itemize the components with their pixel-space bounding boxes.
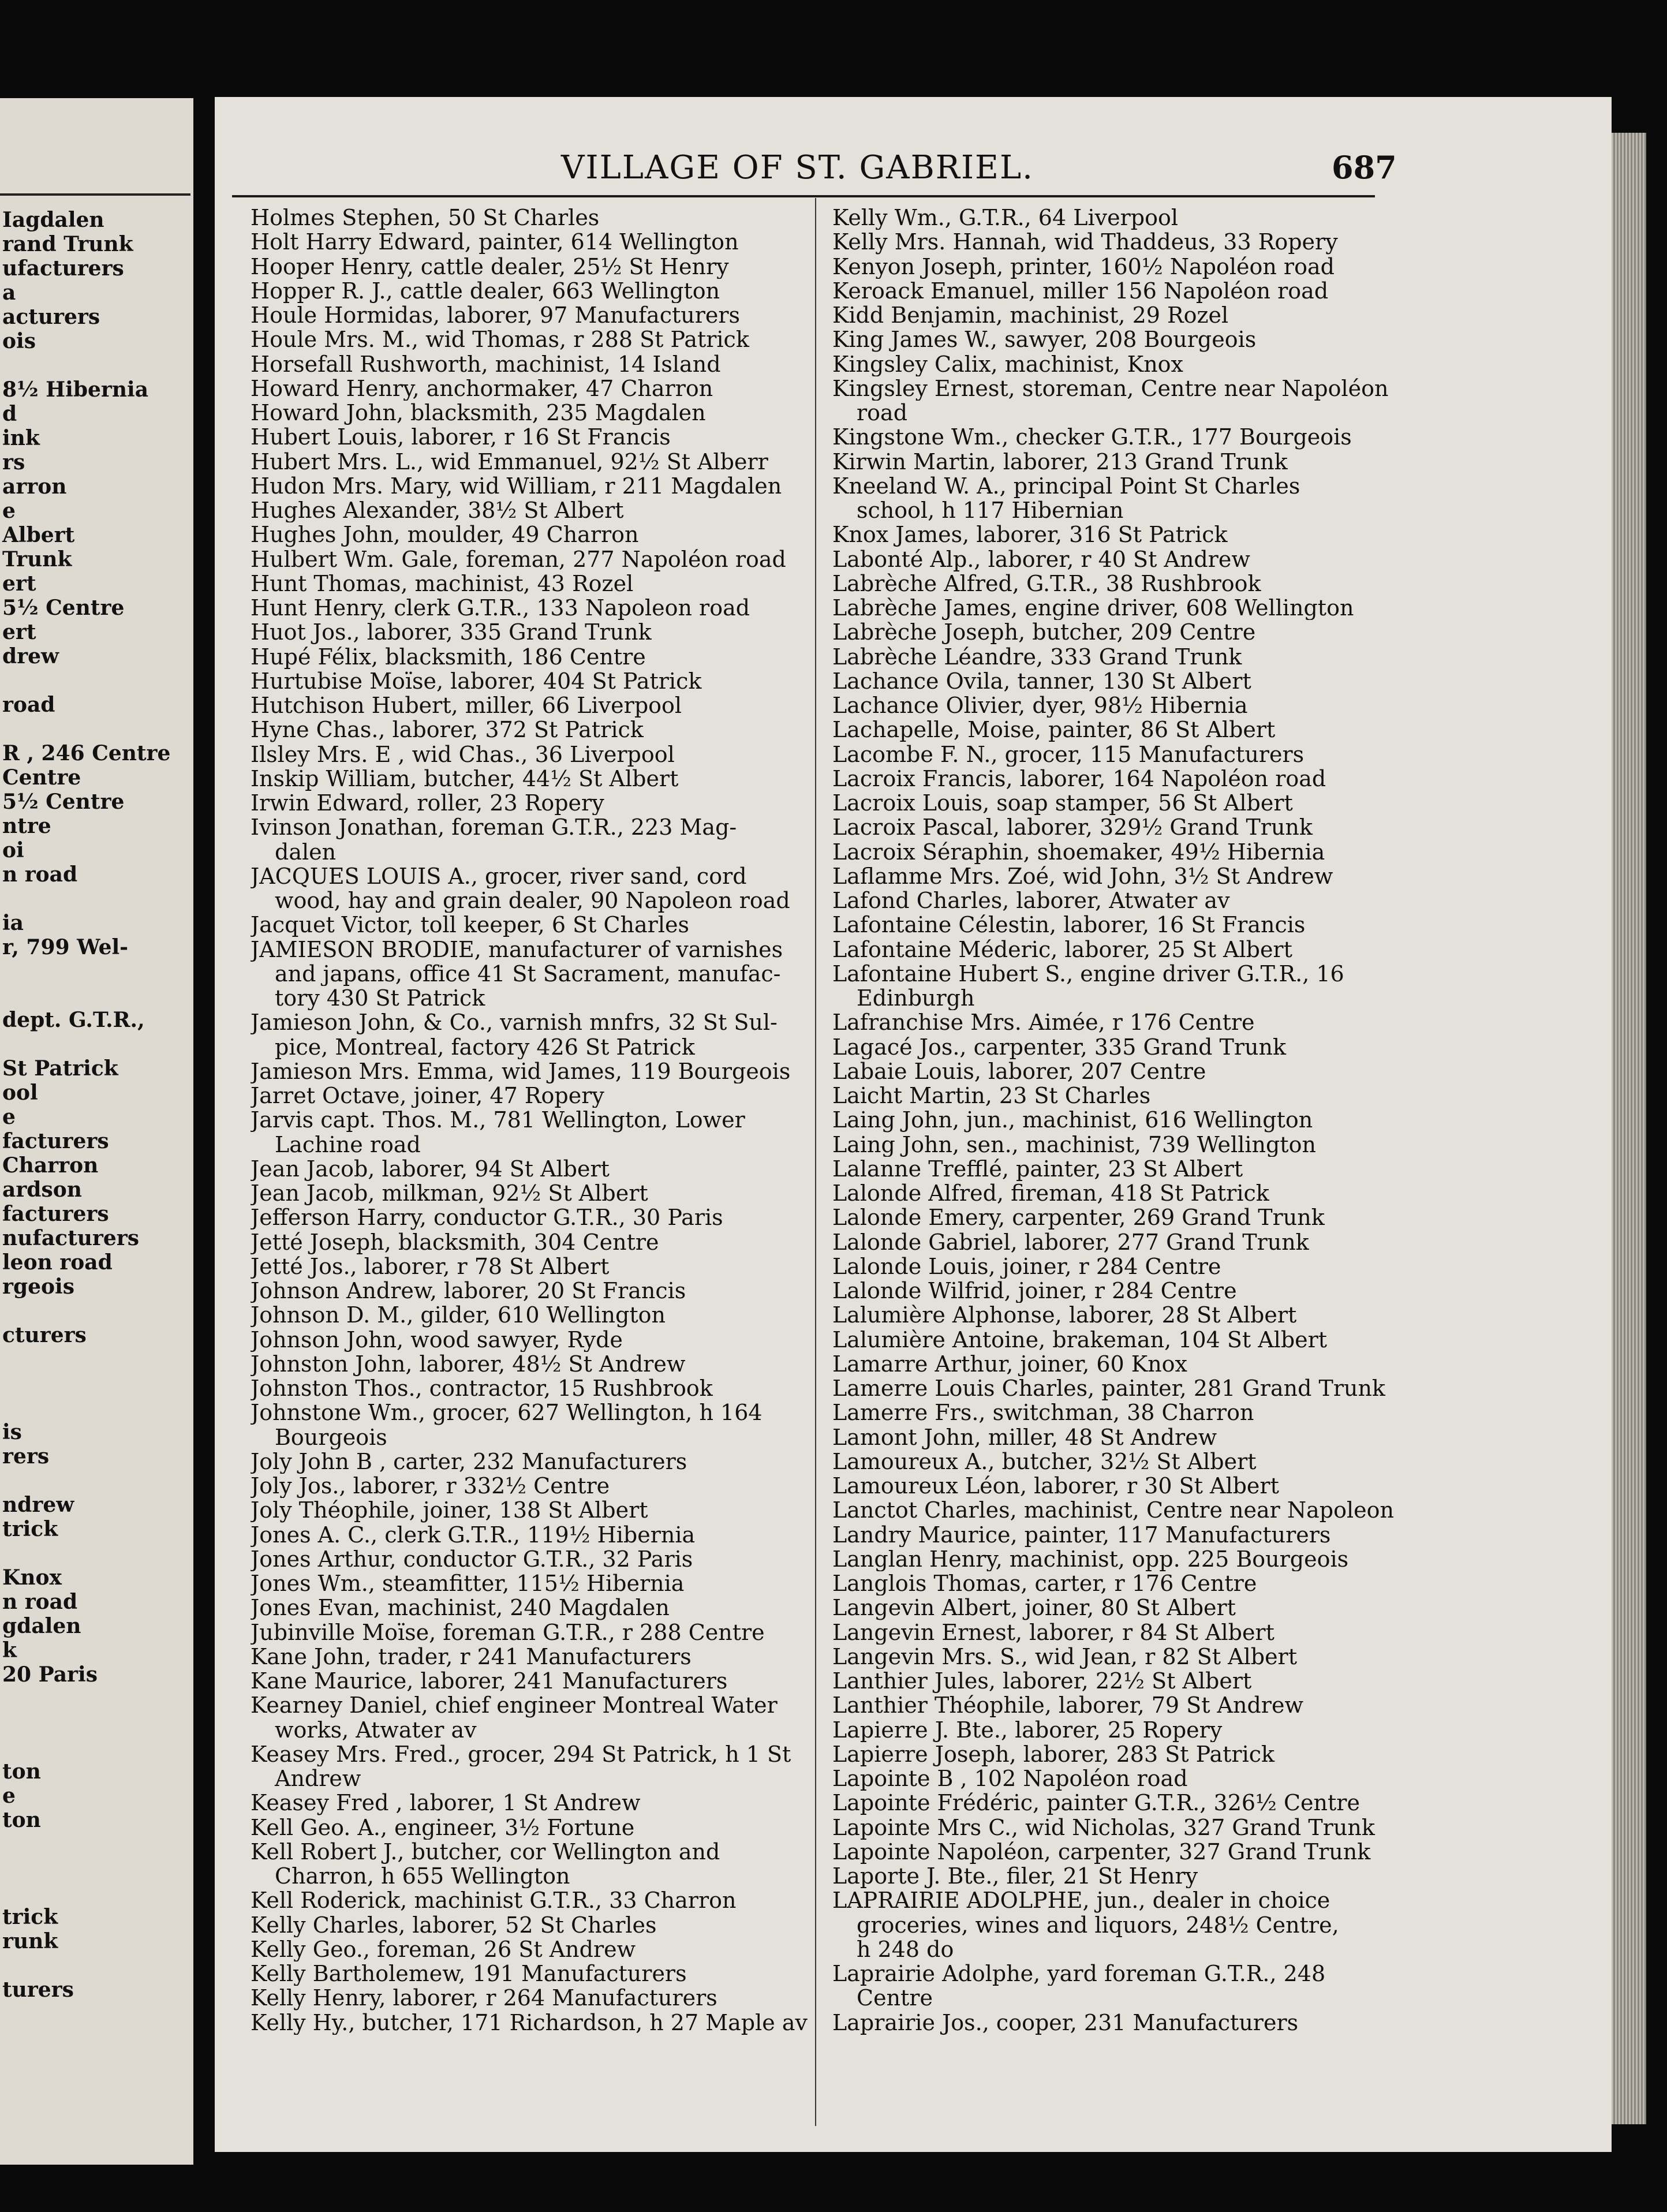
previous-page-line: a	[2, 281, 16, 305]
directory-entry: Jetté Joseph, blacksmith, 304 Centre	[251, 1230, 659, 1254]
previous-page-line: ndrew	[2, 1493, 74, 1517]
previous-page-line	[0, 668, 193, 693]
directory-entry: Kingstone Wm., checker G.T.R., 177 Bourgeois	[832, 425, 1352, 450]
previous-page-line	[0, 959, 193, 984]
directory-entry: Jones A. C., clerk G.T.R., 119½ Hibernia	[251, 1522, 696, 1547]
directory-entry: Kelly Geo., foreman, 26 St Andrew	[251, 1937, 636, 1961]
directory-entry: Andrew	[275, 1766, 361, 1791]
directory-entry: Huot Jos., laborer, 335 Grand Trunk	[251, 620, 652, 645]
previous-page-line	[0, 1881, 193, 1905]
directory-entry: Lapointe Mrs C., wid Nicholas, 327 Grand Trunk	[832, 1815, 1375, 1840]
directory-entry: Lalonde Alfred, fireman, 418 St Patrick	[832, 1181, 1269, 1206]
running-head: VILLAGE OF ST. GABRIEL.	[561, 149, 1034, 186]
directory-entry: Lamoureux A., butcher, 32½ St Albert	[832, 1449, 1257, 1474]
left-column	[251, 205, 808, 2035]
previous-page-line: r, 799 Wel-	[2, 935, 129, 959]
directory-entry: Lagacé Jos., carpenter, 335 Grand Trunk	[832, 1034, 1287, 1059]
previous-page-line: ert	[2, 620, 36, 644]
previous-page-line: dept. G.T.R.,	[2, 1008, 145, 1032]
previous-page-line: 5½ Centre	[2, 596, 125, 620]
directory-entry: Johnston Thos., contractor, 15 Rushbrook	[251, 1376, 713, 1401]
previous-page-line: ert	[2, 571, 36, 596]
previous-page-line: rs	[2, 450, 25, 474]
directory-entry: Jones Wm., steamfitter, 115½ Hibernia	[251, 1571, 685, 1596]
directory-entry: Lamarre Arthur, joiner, 60 Knox	[832, 1351, 1187, 1376]
directory-entry: Hughes Alexander, 38½ St Albert	[251, 498, 624, 523]
column-divider	[815, 198, 816, 2126]
previous-page-line: 8½ Hibernia	[2, 378, 149, 402]
previous-page-line: Trunk	[2, 547, 72, 571]
directory-entry: Landry Maurice, painter, 117 Manufacturers	[832, 1522, 1331, 1547]
previous-page-line: road	[2, 693, 55, 717]
previous-page-line: oi	[2, 838, 24, 862]
directory-entry: Lanctot Charles, machinist, Centre near Napoleon	[832, 1498, 1394, 1523]
previous-page-line	[0, 1541, 193, 1565]
directory-entry: Kelly Bartholemew, 191 Manufacturers	[251, 1961, 687, 1986]
directory-entry: Jarvis capt. Thos. M., 781 Wellington, Lower	[251, 1108, 745, 1133]
directory-entry: Hupé Félix, blacksmith, 186 Centre	[251, 644, 646, 669]
directory-entry: school, h 117 Hibernian	[857, 498, 1124, 523]
previous-page-line	[0, 1687, 193, 1711]
previous-page-line: gdalen	[2, 1614, 81, 1638]
directory-entry: Kelly Hy., butcher, 171 Richardson, h 27 Maple av	[251, 2010, 808, 2035]
header-rule	[232, 195, 1375, 197]
directory-entry: Lafontaine Célestin, laborer, 16 St Francis	[832, 913, 1306, 937]
previous-page-line: rand Trunk	[2, 232, 133, 256]
directory-entry: Labrèche Alfred, G.T.R., 38 Rushbrook	[832, 571, 1261, 596]
previous-page-line: ardson	[2, 1178, 82, 1202]
directory-entry: Lapointe Frédéric, painter G.T.R., 326½ Centre	[832, 1791, 1360, 1815]
previous-page-line: facturers	[2, 1129, 109, 1153]
directory-entry: Langevin Albert, joiner, 80 St Albert	[832, 1596, 1236, 1620]
directory-entry: Edinburgh	[857, 986, 975, 1011]
directory-entry: Lafontaine Hubert S., engine driver G.T.R., 16	[832, 961, 1344, 986]
directory-entry: Jarret Octave, joiner, 47 Ropery	[251, 1083, 604, 1108]
previous-page-line: rgeois	[2, 1275, 74, 1299]
previous-page-line	[0, 1469, 193, 1493]
directory-entry: Houle Hormidas, laborer, 97 Manufacturers	[251, 303, 741, 328]
previous-page-line: ool	[2, 1081, 38, 1105]
directory-entry: Lacroix Pascal, laborer, 329½ Grand Trunk	[832, 815, 1313, 840]
directory-entry: Lanthier Théophile, laborer, 79 St Andrew	[832, 1693, 1303, 1718]
directory-entry: Lacroix Louis, soap stamper, 56 St Albert	[832, 791, 1293, 816]
previous-page-line: Charron	[2, 1153, 99, 1178]
directory-entry: Houle Mrs. M., wid Thomas, r 288 St Patrick	[251, 327, 749, 352]
directory-entry: King James W., sawyer, 208 Bourgeois	[832, 327, 1257, 352]
directory-entry: Howard John, blacksmith, 235 Magdalen	[251, 401, 706, 425]
directory-entry: Labaie Louis, laborer, 207 Centre	[832, 1059, 1206, 1083]
right-column	[832, 205, 1415, 2035]
previous-page-line: is	[2, 1420, 22, 1444]
directory-entry: Lachance Ovila, tanner, 130 St Albert	[832, 668, 1251, 693]
previous-page-line: turers	[2, 1978, 74, 2002]
previous-page-line	[0, 1032, 193, 1056]
directory-entry: Kell Geo. A., engineer, 3½ Fortune	[251, 1815, 635, 1840]
directory-entry: Laprairie Jos., cooper, 231 Manufacturers	[832, 2010, 1299, 2035]
directory-entry: Laporte J. Bte., filer, 21 St Henry	[832, 1864, 1198, 1889]
directory-entry: Lalanne Trefflé, painter, 23 St Albert	[832, 1156, 1243, 1181]
directory-entry: Hulbert Wm. Gale, foreman, 277 Napoléon road	[251, 547, 786, 571]
directory-entry: Keasey Mrs. Fred., grocer, 294 St Patrick, h 1 St	[251, 1742, 791, 1766]
previous-page-line: Iagdalen	[2, 208, 104, 232]
previous-page-line: runk	[2, 1929, 58, 1953]
directory-entry: Lachapelle, Moise, painter, 86 St Albert	[832, 718, 1276, 742]
directory-entry: Kell Robert J., butcher, cor Wellington and	[251, 1839, 720, 1864]
directory-entry: Langlois Thomas, carter, r 176 Centre	[832, 1571, 1257, 1596]
directory-entry: Lalonde Wilfrid, joiner, r 284 Centre	[832, 1279, 1237, 1303]
directory-entry: Kell Roderick, machinist G.T.R., 33 Charron	[251, 1888, 737, 1913]
directory-entry: Labrèche Léandre, 333 Grand Trunk	[832, 644, 1242, 669]
directory-entry: Laing John, jun., machinist, 616 Wellington	[832, 1108, 1313, 1133]
directory-entry: Hyne Chas., laborer, 372 St Patrick	[251, 718, 644, 742]
directory-entry: pice, Montreal, factory 426 St Patrick	[275, 1034, 695, 1059]
directory-entry: Johnson D. M., gilder, 610 Wellington	[251, 1303, 666, 1328]
previous-page-line: leon road	[2, 1250, 113, 1275]
directory-entry: Charron, h 655 Wellington	[275, 1864, 570, 1889]
directory-entry: Kidd Benjamin, machinist, 29 Rozel	[832, 303, 1229, 328]
directory-entry: Irwin Edward, roller, 23 Ropery	[251, 791, 604, 816]
directory-entry: JAMIESON BRODIE, manufacturer of varnishes	[251, 937, 783, 962]
previous-page-line: R , 246 Centre	[2, 741, 171, 765]
previous-page-line: d	[2, 402, 17, 426]
directory-entry: Lalonde Emery, carpenter, 269 Grand Trunk	[832, 1205, 1325, 1230]
directory-entry: Lalonde Louis, joiner, r 284 Centre	[832, 1254, 1221, 1279]
directory-entry: Laicht Martin, 23 St Charles	[832, 1083, 1151, 1108]
directory-entry: Joly Théophile, joiner, 138 St Albert	[251, 1498, 648, 1523]
directory-entry: Labonté Alp., laborer, r 40 St Andrew	[832, 547, 1250, 571]
directory-entry: Johnson John, wood sawyer, Ryde	[251, 1327, 623, 1352]
directory-entry: Jubinville Moïse, foreman G.T.R., r 288 Centre	[251, 1620, 765, 1645]
directory-entry: works, Atwater av	[275, 1717, 477, 1742]
previous-page-fragment	[0, 98, 193, 2165]
directory-entry: Joly John B , carter, 232 Manufacturers	[251, 1449, 687, 1474]
directory-entry: Kelly Henry, laborer, r 264 Manufacturers	[251, 1986, 717, 2011]
directory-entry: Hurtubise Moïse, laborer, 404 St Patrick	[251, 668, 702, 693]
directory-entry: Jones Arthur, conductor G.T.R., 32 Paris	[251, 1546, 693, 1571]
directory-entry: Hooper Henry, cattle dealer, 25½ St Henry	[251, 254, 729, 279]
directory-entry: Hunt Thomas, machinist, 43 Rozel	[251, 571, 634, 596]
directory-entry: Lacroix Séraphin, shoemaker, 49½ Hibernia	[832, 839, 1325, 864]
directory-entry: road	[857, 401, 908, 425]
previous-page-line: ntre	[2, 814, 51, 838]
directory-entry: Jones Evan, machinist, 240 Magdalen	[251, 1596, 670, 1620]
previous-page-line: 5½ Centre	[2, 790, 125, 814]
previous-page-line	[0, 1347, 193, 1372]
directory-entry: Jetté Jos., laborer, r 78 St Albert	[251, 1254, 610, 1279]
directory-entry: Lafranchise Mrs. Aimée, r 176 Centre	[832, 1010, 1255, 1035]
previous-page-line: facturers	[2, 1202, 109, 1226]
directory-entry: Joly Jos., laborer, r 332½ Centre	[251, 1474, 610, 1499]
previous-page-line	[0, 887, 193, 911]
previous-page-line: e	[2, 1784, 16, 1808]
previous-page-line	[0, 1372, 193, 1396]
directory-entry: Kane Maurice, laborer, 241 Manufacturers	[251, 1669, 728, 1694]
directory-entry: Lapointe Napoléon, carpenter, 327 Grand Trunk	[832, 1839, 1371, 1864]
directory-entry: Lalonde Gabriel, laborer, 277 Grand Trunk	[832, 1230, 1309, 1254]
directory-entry: Lacombe F. N., grocer, 115 Manufacturers	[832, 742, 1305, 767]
previous-page-line: cturers	[2, 1323, 87, 1347]
previous-page-line	[0, 1953, 193, 1978]
directory-entry: Johnson Andrew, laborer, 20 St Francis	[251, 1279, 686, 1303]
previous-page-line: ois	[2, 329, 36, 353]
directory-entry: Lamerre Louis Charles, painter, 281 Grand Trunk	[832, 1376, 1385, 1401]
previous-page-line: e	[2, 1105, 16, 1129]
directory-entry: Hunt Henry, clerk G.T.R., 133 Napoleon road	[251, 596, 750, 621]
directory-entry: Laing John, sen., machinist, 739 Wellington	[832, 1132, 1316, 1157]
directory-entry: LAPRAIRIE ADOLPHE, jun., dealer in choice	[832, 1888, 1330, 1913]
directory-entry: Kneeland W. A., principal Point St Charles	[832, 473, 1300, 498]
directory-entry: Kenyon Joseph, printer, 160½ Napoléon road	[832, 254, 1335, 279]
previous-page-line: St Patrick	[2, 1056, 118, 1081]
directory-entry: Hopper R. J., cattle dealer, 663 Wellington	[251, 278, 720, 303]
directory-entry: Lalumière Antoine, brakeman, 104 St Albert	[832, 1327, 1328, 1352]
directory-entry: Kingsley Ernest, storeman, Centre near Napoléon	[832, 376, 1389, 401]
previous-page-line: ia	[2, 911, 24, 935]
previous-page-line: k	[2, 1638, 17, 1662]
directory-entry: and japans, office 41 St Sacrament, manufac-	[275, 961, 781, 986]
directory-entry: dalen	[275, 839, 337, 864]
directory-entry: Lapierre J. Bte., laborer, 25 Ropery	[832, 1717, 1223, 1742]
directory-entry: Jacquet Victor, toll keeper, 6 St Charles	[251, 913, 689, 937]
directory-entry: Inskip William, butcher, 44½ St Albert	[251, 766, 679, 791]
previous-page-line: n road	[2, 1590, 78, 1614]
previous-page-line: acturers	[2, 305, 100, 329]
directory-entry: Jean Jacob, milkman, 92½ St Albert	[251, 1181, 648, 1206]
directory-entry: Labrèche James, engine driver, 608 Wellington	[832, 596, 1354, 621]
directory-entry: Ilsley Mrs. E , wid Chas., 36 Liverpool	[251, 742, 675, 767]
previous-page-line: drew	[2, 644, 59, 668]
directory-entry: Keroack Emanuel, miller 156 Napoléon road	[832, 278, 1329, 303]
directory-entry: JACQUES LOUIS A., grocer, river sand, cord	[251, 864, 747, 888]
directory-entry: Laflamme Mrs. Zoé, wid John, 3½ St Andrew	[832, 864, 1333, 888]
previous-page-line	[0, 1735, 193, 1759]
previous-page-text-list	[0, 208, 193, 2002]
previous-page-rule	[0, 193, 190, 196]
previous-page-line: 20 Paris	[2, 1662, 98, 1687]
directory-entry: Jean Jacob, laborer, 94 St Albert	[251, 1156, 610, 1181]
directory-entry: Laprairie Adolphe, yard foreman G.T.R., 248	[832, 1961, 1326, 1986]
directory-entry: Lafond Charles, laborer, Atwater av	[832, 888, 1230, 913]
directory-entry: Kelly Wm., G.T.R., 64 Liverpool	[832, 205, 1178, 230]
previous-page-line	[0, 353, 193, 378]
directory-entry: Hubert Louis, laborer, r 16 St Francis	[251, 425, 671, 450]
previous-page-line: e	[2, 499, 16, 523]
directory-entry: Lafontaine Méderic, laborer, 25 St Albert	[832, 937, 1292, 962]
directory-entry: Lachance Olivier, dyer, 98½ Hibernia	[832, 693, 1248, 718]
directory-entry: Lamoureux Léon, laborer, r 30 St Albert	[832, 1474, 1279, 1499]
previous-page-line	[0, 1832, 193, 1856]
directory-entry: Knox James, laborer, 316 St Patrick	[832, 522, 1228, 547]
directory-entry: Kearney Daniel, chief engineer Montreal Water	[251, 1693, 778, 1718]
directory-entry: Holt Harry Edward, painter, 614 Wellington	[251, 230, 739, 255]
directory-entry: Lachine road	[275, 1132, 421, 1157]
directory-entry: Johnston John, laborer, 48½ St Andrew	[251, 1351, 686, 1376]
directory-entry: Lalumière Alphonse, laborer, 28 St Albert	[832, 1303, 1297, 1328]
directory-entry: Ivinson Jonathan, foreman G.T.R., 223 Mag-	[251, 815, 737, 840]
directory-page	[215, 97, 1612, 2152]
previous-page-line: ton	[2, 1808, 41, 1832]
directory-entry: Hubert Mrs. L., wid Emmanuel, 92½ St Alberr	[251, 449, 768, 474]
previous-page-line: ufacturers	[2, 256, 124, 281]
directory-entry: Langlan Henry, machinist, opp. 225 Bourgeois	[832, 1546, 1349, 1571]
previous-page-line: Centre	[2, 765, 81, 790]
directory-entry: Kirwin Martin, laborer, 213 Grand Trunk	[832, 449, 1288, 474]
directory-entry: Hughes John, moulder, 49 Charron	[251, 522, 639, 547]
previous-page-line	[0, 1711, 193, 1735]
directory-entry: Horsefall Rushworth, machinist, 14 Island	[251, 352, 721, 376]
directory-entry: Lamerre Frs., switchman, 38 Charron	[832, 1400, 1254, 1425]
directory-entry: Lapointe B , 102 Napoléon road	[832, 1766, 1188, 1791]
previous-page-line: n road	[2, 862, 78, 887]
directory-entry: Kingsley Calix, machinist, Knox	[832, 352, 1183, 376]
page-number: 687	[1332, 149, 1397, 186]
directory-entry: Kelly Charles, laborer, 52 St Charles	[251, 1912, 657, 1937]
previous-page-line: ton	[2, 1759, 41, 1784]
previous-page-line	[0, 1856, 193, 1881]
directory-entry: Jamieson John, & Co., varnish mnfrs, 32 St Sul-	[251, 1010, 778, 1035]
directory-entry: Hutchison Hubert, miller, 66 Liverpool	[251, 693, 682, 718]
directory-entry: Kelly Mrs. Hannah, wid Thaddeus, 33 Ropery	[832, 230, 1338, 255]
directory-entry: Howard Henry, anchormaker, 47 Charron	[251, 376, 713, 401]
previous-page-line: Knox	[2, 1565, 62, 1590]
previous-page-line	[0, 984, 193, 1008]
directory-entry: Bourgeois	[275, 1425, 387, 1449]
previous-page-line	[0, 1299, 193, 1323]
directory-entry: Jefferson Harry, conductor G.T.R., 30 Paris	[251, 1205, 723, 1230]
directory-entry: h 248 do	[857, 1937, 954, 1961]
directory-entry: Lapierre Joseph, laborer, 283 St Patrick	[832, 1742, 1275, 1766]
directory-entry: Lanthier Jules, laborer, 22½ St Albert	[832, 1669, 1252, 1694]
directory-entry: Labrèche Joseph, butcher, 209 Centre	[832, 620, 1256, 645]
previous-page-line: arron	[2, 474, 67, 499]
directory-entry: Langevin Mrs. S., wid Jean, r 82 St Albert	[832, 1644, 1297, 1669]
directory-entry: Lamont John, miller, 48 St Andrew	[832, 1425, 1217, 1449]
previous-page-line: trick	[2, 1905, 58, 1929]
previous-page-line: trick	[2, 1517, 58, 1541]
directory-entry: Lacroix Francis, laborer, 164 Napoléon road	[832, 766, 1326, 791]
directory-entry: Hudon Mrs. Mary, wid William, r 211 Magdalen	[251, 473, 782, 498]
directory-entry: Keasey Fred , laborer, 1 St Andrew	[251, 1791, 641, 1815]
previous-page-line: nufacturers	[2, 1226, 139, 1250]
previous-page-line: ink	[2, 426, 40, 450]
directory-entry: Kane John, trader, r 241 Manufacturers	[251, 1644, 692, 1669]
previous-page-line	[0, 717, 193, 741]
directory-entry: Holmes Stephen, 50 St Charles	[251, 205, 600, 230]
directory-entry: Langevin Ernest, laborer, r 84 St Albert	[832, 1620, 1274, 1645]
directory-entry: Centre	[857, 1986, 933, 2011]
previous-page-line: rers	[2, 1444, 50, 1469]
page-edge-stack	[1612, 133, 1646, 2124]
directory-entry: groceries, wines and liquors, 248½ Centre,	[857, 1912, 1339, 1937]
previous-page-line	[0, 1396, 193, 1420]
directory-entry: wood, hay and grain dealer, 90 Napoleon road	[275, 888, 790, 913]
directory-entry: Jamieson Mrs. Emma, wid James, 119 Bourgeois	[251, 1059, 791, 1083]
directory-entry: tory 430 St Patrick	[275, 986, 485, 1011]
directory-entry: Johnstone Wm., grocer, 627 Wellington, h 164	[251, 1400, 763, 1425]
previous-page-line: Albert	[2, 523, 75, 547]
